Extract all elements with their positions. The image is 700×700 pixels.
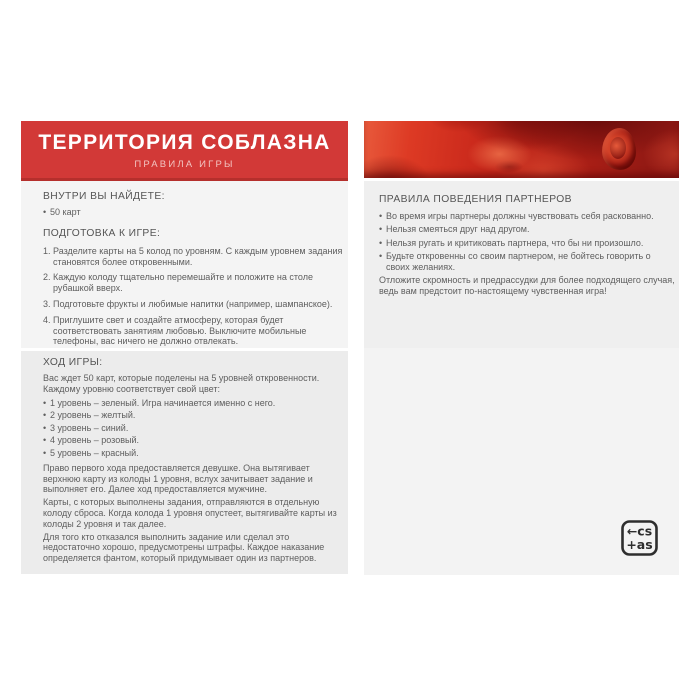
- logo-text-top: ←cs: [626, 523, 653, 539]
- list-item-text: Приглушите свет и создайте атмосферу, которая будет соответствовать занятиям любовью. Выключите мобильные телефоны, вас ничего не должно отвлекать.: [53, 314, 307, 347]
- inside-heading: ВНУТРИ ВЫ НАЙДЕТЕ:: [43, 191, 165, 202]
- level-text: 2 уровень – желтый.: [50, 410, 136, 421]
- card-subtitle: ПРАВИЛА ИГРЫ: [134, 159, 235, 170]
- bullet-marker: •: [379, 211, 383, 221]
- level-text: 4 уровень – розовый.: [50, 435, 139, 446]
- level-text: 5 уровень – красный.: [50, 447, 139, 458]
- number-marker: 3.: [43, 298, 51, 309]
- number-marker: 4.: [43, 314, 51, 325]
- list-item: [43, 246, 344, 268]
- bullet-marker: •: [379, 250, 383, 261]
- list-item: [43, 299, 344, 310]
- behavior-text: Будьте откровенны со своим партнером, не бойтесь говорить о своих желаниях.: [386, 250, 651, 272]
- bullet-marker: •: [43, 410, 47, 421]
- level-list-item: [43, 410, 340, 421]
- list-item-text: Каждую колоду тщательно перемешайте и положите на столе рубашкой вверх.: [53, 272, 313, 294]
- level-list-item: [43, 398, 340, 409]
- gameplay-paragraph: Для того кто отказался выполнить задание или сделал это недостаточно хорошо, предусмотрены штрафы. Каждое наказание определяется фантом, который придумывает один из партнеров.: [43, 531, 325, 564]
- ecstas-brand-logo: [621, 520, 658, 556]
- gameplay-paragraph: Право первого хода предоставляется девушке. Она вытягивает верхнюю карту из колоды 1 уровня, вслух зачитывает задание и выполняет его. Далее ход предоставляется мужчине.: [43, 462, 313, 495]
- card-header: [21, 121, 348, 181]
- couple-kissing-photo: [364, 121, 679, 178]
- level-list-item: [43, 448, 340, 459]
- gameplay-intro: Вас ждет 50 карт, которые поделены на 5 уровней откровенности. Каждому уровню соответствует свой цвет:: [43, 373, 320, 394]
- bullet-marker: •: [379, 224, 383, 235]
- closing-note: Отложите скромность и предрассудки для более подходящего случая, ведь вам предстоит по-настоящему чувственная игра!: [379, 274, 675, 296]
- logo-text-bottom: +as: [626, 537, 653, 552]
- section-partner-behavior: [364, 181, 679, 575]
- section-inside-and-preparation: [21, 181, 348, 348]
- man-ear-shape: [602, 128, 636, 170]
- gameplay-paragraph: Карты, с которых выполнены задания, отправляются в отдельную колоду сброса. Когда колода 1 уровня опустеет, вытягивайте карты из колоды 2 уровня и так далее.: [43, 497, 337, 529]
- behavior-text: Нельзя смеяться друг над другом.: [386, 224, 530, 235]
- behavior-heading: ПРАВИЛА ПОВЕДЕНИЯ ПАРТНЕРОВ: [379, 194, 572, 205]
- rules-card-left: [21, 121, 348, 574]
- list-item-text: Подготовьте фрукты и любимые напитки (например, шампанское).: [53, 298, 333, 309]
- bullet-marker: •: [43, 447, 47, 458]
- behavior-list-item: [379, 238, 675, 249]
- rules-card-right: [364, 121, 679, 575]
- section-gameplay: [21, 351, 348, 574]
- bullet-marker: •: [379, 237, 383, 248]
- behavior-list-item: [379, 224, 675, 235]
- preparation-heading: ПОДГОТОВКА К ИГРЕ:: [43, 227, 161, 239]
- number-marker: 1.: [43, 245, 51, 256]
- list-item: [43, 207, 344, 218]
- bullet-marker: •: [43, 435, 47, 446]
- list-item-text: 50 карт: [50, 207, 81, 217]
- behavior-text: Во время игры партнеры должны чувствовать себя раскованно.: [386, 211, 654, 221]
- list-item: [43, 272, 344, 294]
- level-list-item: [43, 423, 340, 434]
- level-text: 3 уровень – синий.: [50, 422, 129, 433]
- behavior-list-item: [379, 251, 675, 273]
- behavior-list-item: [379, 211, 675, 222]
- bullet-marker: •: [43, 397, 47, 408]
- list-item-text: Разделите карты на 5 колод по уровням. С каждым уровнем задания становятся более откровенными.: [53, 245, 343, 267]
- level-list-item: [43, 435, 340, 446]
- behavior-text: Нельзя ругать и критиковать партнера, что бы ни произошло.: [386, 237, 644, 248]
- gameplay-heading: ХОД ИГРЫ:: [43, 357, 103, 368]
- level-text: 1 уровень – зеленый. Игра начинается именно с него.: [50, 397, 276, 408]
- bullet-marker: •: [43, 207, 47, 217]
- bullet-marker: •: [43, 422, 47, 433]
- game-title: ТЕРРИТОРИЯ СОБЛАЗНА: [38, 131, 331, 154]
- number-marker: 2.: [43, 272, 51, 283]
- list-item: [43, 315, 344, 347]
